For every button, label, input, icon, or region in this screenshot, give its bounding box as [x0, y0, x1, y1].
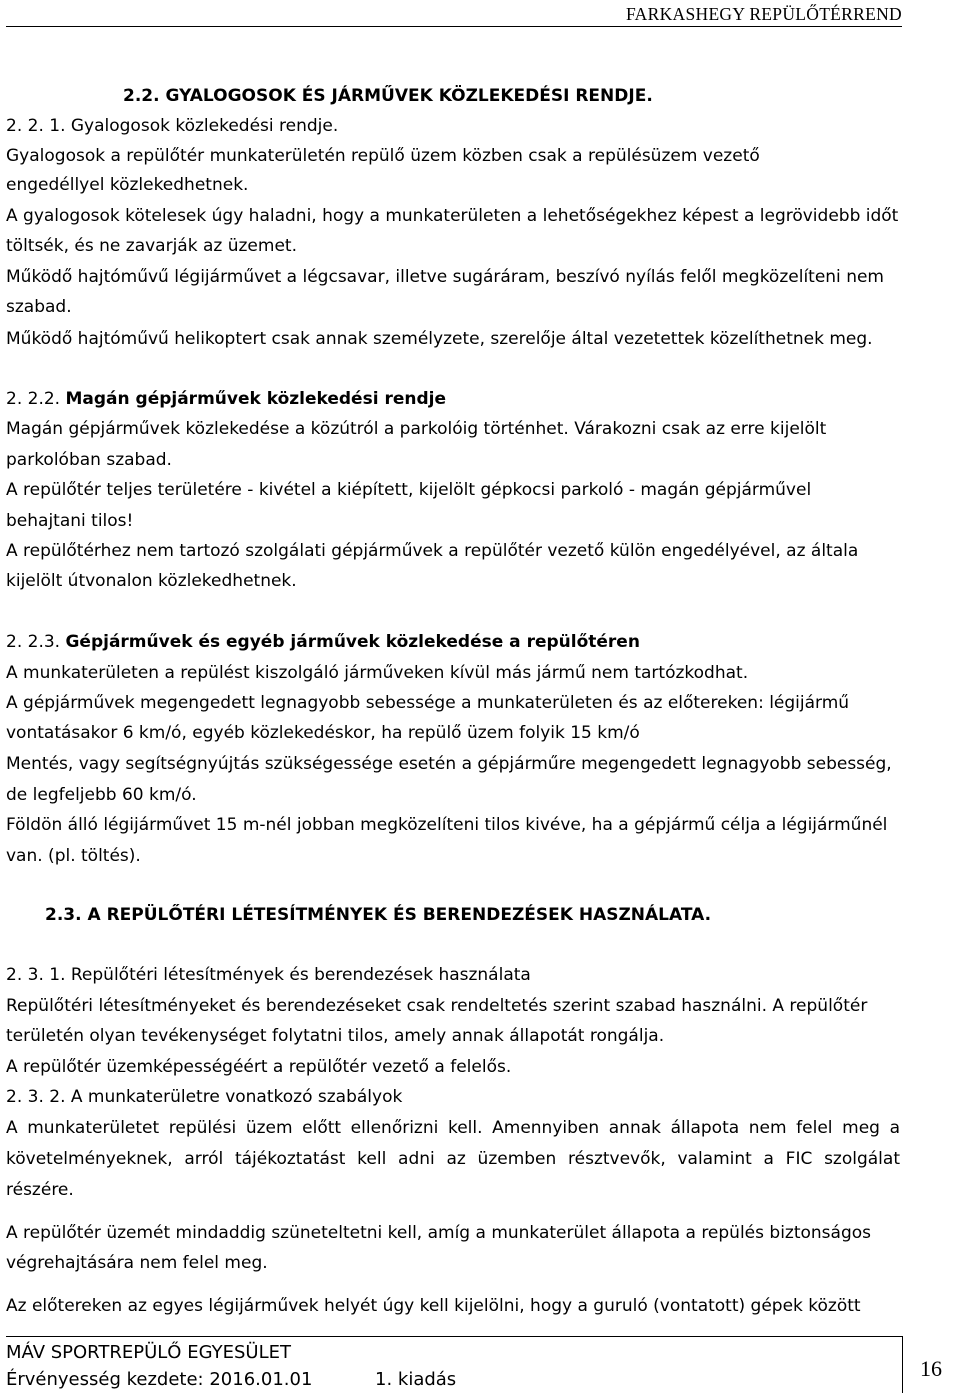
paragraph-line: A repülőtér üzemképességéért a repülőtér vezető a felelős. [6, 1057, 512, 1077]
paragraph-line: Az előtereken az egyes légijárművek helyét úgy kell kijelölni, hogy a guruló (vontatott) gépek között [6, 1296, 861, 1316]
paragraph-line: van. (pl. töltés). [6, 846, 141, 866]
paragraph-line: A gépjárművek megengedett legnagyobb sebessége a munkaterületen és az előtereken: légijármű [6, 693, 850, 713]
subsection-2-3-1-heading: 2. 3. 1. Repülőtéri létesítmények és berendezések használata [6, 965, 531, 985]
footer-vertical-divider [902, 1336, 903, 1393]
paragraph-line: Működő hajtóművű helikoptert csak annak személyzete, szerelője által vezetettek közelíthetnek meg. [6, 329, 873, 349]
paragraph-line: behajtani tilos! [6, 511, 134, 531]
paragraph-line: végrehajtására nem felel meg. [6, 1253, 268, 1273]
paragraph-line: Földön álló légijárművet 15 m-nél jobban megközelíteni tilos kivéve, ha a gépjármű célja a légijárműnél [6, 815, 888, 835]
header-divider [6, 26, 902, 27]
paragraph-line: A repülőtérhez nem tartozó szolgálati gépjárművek a repülőtér vezető külön engedélyével, az általa [6, 541, 859, 561]
paragraph-line: Repülőtéri létesítményeket és berendezéseket csak rendeltetés szerint szabad használni. A repülőtér [6, 996, 868, 1016]
page-number: 16 [920, 1356, 942, 1381]
paragraph-line: A repülőtér teljes területére - kivétel a kiépített, kijelölt gépkocsi parkoló - magán gépjárművel [6, 480, 812, 500]
subsection-2-2-1-heading: 2. 2. 1. Gyalogosok közlekedési rendje. [6, 116, 339, 136]
running-header: FARKASHEGY REPÜLŐTÉRREND [625, 4, 902, 24]
paragraph-line: területén olyan tevékenységet folytatni tilos, amely annak állapotát rongálja. [6, 1026, 665, 1046]
footer-validity-date: Érvényesség kezdete: 2016.01.01 [6, 1369, 313, 1390]
footer-organization: MÁV SPORTREPÜLŐ EGYESÜLET [6, 1342, 291, 1363]
paragraph-line: de legfeljebb 60 km/ó. [6, 785, 197, 805]
paragraph-line: követelményeknek, arról tájékoztatást kell adni az üzemben résztvevők, valamint a FIC szolgálat [6, 1149, 900, 1169]
paragraph-line: A gyalogosok kötelesek úgy haladni, hogy a munkaterületen a lehetőségekhez képest a legrövidebb időt [6, 206, 899, 226]
subsection-2-2-3-heading [6, 631, 640, 653]
subsection-number: 2. 2.3. [6, 632, 66, 652]
paragraph-line: részére. [6, 1180, 74, 1200]
paragraph-line: A munkaterületen a repülést kiszolgáló járműveken kívül más jármű nem tartózkodhat. [6, 663, 749, 683]
subsection-title: Magán gépjárművek közlekedési rendje [65, 389, 446, 409]
paragraph-line: parkolóban szabad. [6, 450, 172, 470]
section-2-3-title: 2.3. A REPÜLŐTÉRI LÉTESÍTMÉNYEK ÉS BERENDEZÉSEK HASZNÁLATA. [45, 905, 712, 925]
paragraph-line: Magán gépjárművek közlekedése a közútról a parkolóig történhet. Várakozni csak az erre kijelölt [6, 419, 827, 439]
paragraph-line: kijelölt útvonalon közlekedhetnek. [6, 571, 297, 591]
paragraph-line: szabad. [6, 297, 72, 317]
paragraph-line: Működő hajtóművű légijárművet a légcsavar, illetve sugáráram, beszívó nyílás felől megközelíteni nem [6, 267, 884, 287]
footer-divider [6, 1336, 902, 1337]
paragraph-line: vontatásakor 6 km/ó, egyéb közlekedéskor, ha repülő üzem folyik 15 km/ó [6, 723, 640, 743]
paragraph-line: töltsék, és ne zavarják az üzemet. [6, 236, 297, 256]
paragraph-line: Mentés, vagy segítségnyújtás szükségessége esetén a gépjárműre megengedett legnagyobb sebesség, [6, 754, 892, 774]
subsection-title: Gépjárművek és egyéb járművek közlekedése a repülőtéren [65, 632, 640, 652]
section-2-2-title: 2.2. GYALOGOSOK ÉS JÁRMŰVEK KÖZLEKEDÉSI RENDJE. [123, 86, 653, 106]
subsection-2-2-2-heading [6, 388, 446, 410]
paragraph-line: engedéllyel közlekedhetnek. [6, 175, 249, 195]
paragraph-line: A repülőtér üzemét mindaddig szüneteltetni kell, amíg a munkaterület állapota a repülés biztonságos [6, 1223, 871, 1243]
subsection-number: 2. 2.2. [6, 389, 66, 409]
subsection-2-3-2-heading: 2. 3. 2. A munkaterületre vonatkozó szabályok [6, 1087, 403, 1107]
footer-edition: 1. kiadás [375, 1369, 457, 1390]
paragraph-line: Gyalogosok a repülőtér munkaterületén repülő üzem közben csak a repülésüzem vezető [6, 146, 760, 166]
paragraph-line: A munkaterületet repülési üzem előtt ellenőrizni kell. Amennyiben annak állapota nem felel meg a [6, 1118, 900, 1138]
